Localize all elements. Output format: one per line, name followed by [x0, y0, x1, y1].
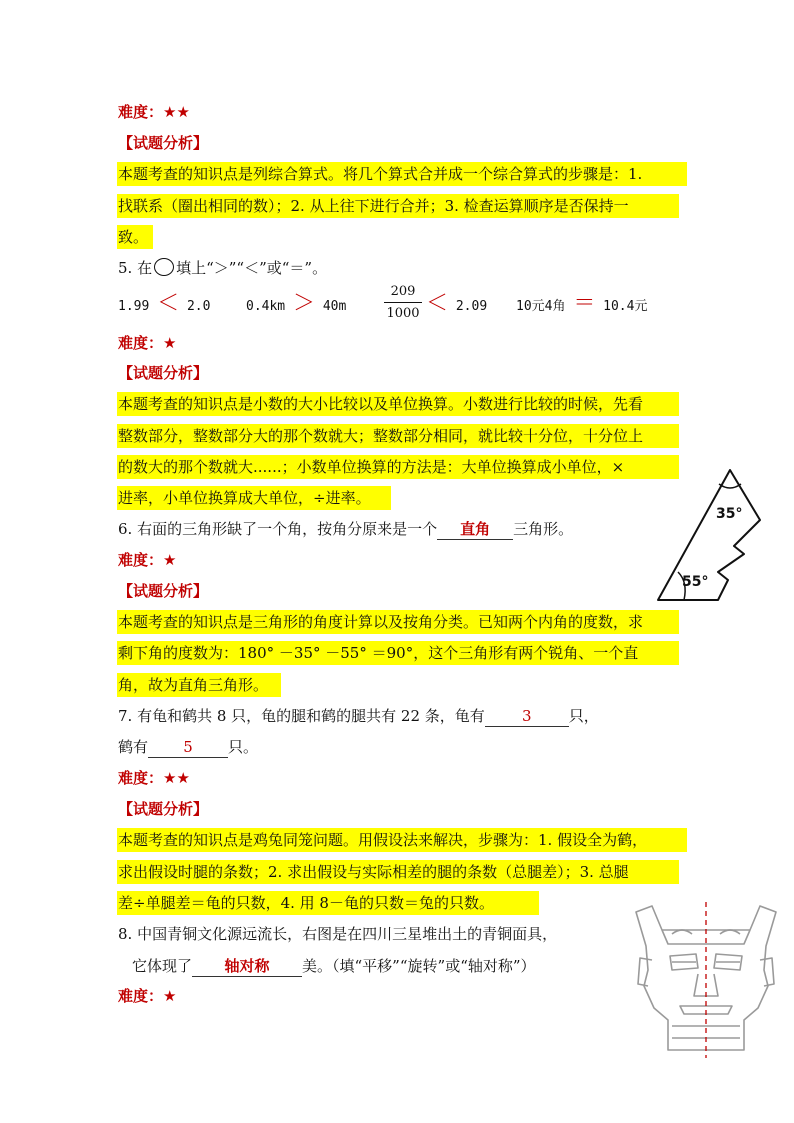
fraction-bar — [384, 302, 422, 303]
star-rating: ★ — [163, 334, 177, 352]
q5-item-4 — [516, 291, 648, 317]
fraction-numerator: 209 — [390, 284, 416, 299]
star-rating: ★★ — [163, 103, 190, 121]
star-rating: ★ — [163, 551, 177, 569]
q8-line-1: 8. 中国青铜文化源远流长，右图是在四川三星堆出土的青铜面具， — [118, 925, 558, 943]
q8-prefix: 它体现了 — [132, 957, 193, 975]
difficulty-label: 难度： — [118, 987, 164, 1005]
q6-stem-prefix: 6. 右面的三角形缺了一个角，按角分原来是一个 — [118, 520, 438, 538]
q7-suffix: 只， — [568, 707, 599, 725]
difficulty-label: 难度： — [118, 334, 164, 352]
q6-analysis-line: 本题考查的知识点是三角形的角度计算以及按角分类。已知两个内角的度数，求 — [118, 613, 644, 631]
q5-item-2 — [246, 291, 347, 317]
q8-line-2 — [132, 956, 536, 977]
q5-item-1 — [118, 291, 211, 317]
bronze-mask-figure — [632, 900, 780, 1060]
circle-icon — [154, 258, 174, 276]
angle-label-bottom: 55° — [682, 574, 709, 590]
difficulty-label: 难度： — [118, 769, 164, 787]
star-rating: ★★ — [163, 769, 190, 787]
q7-difficulty — [118, 768, 190, 788]
q5-stem-prefix: 5. 在 — [118, 259, 153, 277]
q5-stem-suffix: 填上“＞”“＜”或“＝”。 — [176, 259, 328, 277]
q5-analysis-line: 的数大的那个数就大......；小数单位换算的方法是：大单位换算成小单位，× — [118, 458, 625, 476]
answer-blank: 5 — [148, 737, 228, 758]
q8-suffix: 美。（填“平移”“旋转”或“轴对称”） — [302, 957, 536, 975]
difficulty-label: 难度： — [118, 551, 164, 569]
broken-triangle-figure — [648, 462, 764, 604]
compare-left: 1.99 — [118, 299, 150, 314]
q6-analysis-line: 角，故为直角三角形。 — [118, 676, 269, 694]
q4-analysis-heading: 【试题分析】 — [118, 134, 209, 152]
q5-item-3 — [426, 291, 488, 317]
answer-blank: 轴对称 — [192, 956, 302, 977]
q5-analysis-line: 本题考查的知识点是小数的大小比较以及单位换算。小数进行比较的时候，先看 — [118, 395, 644, 413]
compare-left: 10元4角 — [516, 299, 566, 314]
compare-left: 0.4km — [246, 299, 286, 314]
q4-analysis-line: 找联系（圈出相同的数）；2. 从上往下进行合并；3. 检查运算顺序是否保持一 — [118, 197, 629, 215]
q4-difficulty — [118, 102, 190, 122]
compare-right: 2.0 — [186, 299, 211, 314]
difficulty-label: 难度： — [118, 103, 164, 121]
q6-difficulty — [118, 550, 176, 570]
q4-analysis-line: 致。 — [118, 228, 149, 246]
compare-operator: ＜ — [157, 291, 180, 316]
q6-stem — [118, 519, 573, 540]
answer-blank: 直角 — [437, 519, 513, 540]
compare-right: 2.09 — [455, 299, 488, 314]
q6-analysis-heading: 【试题分析】 — [118, 582, 209, 600]
compare-operator: ＜ — [426, 291, 449, 316]
q7-analysis-line: 本题考查的知识点是鸡兔同笼问题。用假设法来解决，步骤为：1. 假设全为鹤， — [118, 831, 648, 849]
fraction-denominator: 1000 — [386, 306, 420, 321]
compare-right: 10.4元 — [603, 299, 648, 314]
q7-suffix: 只。 — [228, 738, 259, 756]
q7-analysis-heading: 【试题分析】 — [118, 800, 209, 818]
q5-stem — [118, 258, 327, 278]
q6-analysis-line: 剩下角的度数为：180° －35° －55° ＝90°，这个三角形有两个锐角、一个直 — [118, 644, 639, 662]
q7-line-1 — [118, 706, 599, 727]
q6-stem-suffix: 三角形。 — [513, 520, 574, 538]
compare-right: 40m — [322, 299, 347, 314]
fraction — [384, 284, 422, 321]
q7-prefix: 鹤有 — [118, 738, 149, 756]
answer-blank: 3 — [485, 706, 569, 727]
q4-analysis-line: 本题考查的知识点是列综合算式。将几个算式合并成一个综合算式的步骤是：1. — [118, 165, 643, 183]
q7-analysis-line: 求出假设时腿的条数；2. 求出假设与实际相差的腿的条数（总腿差）；3. 总腿 — [118, 863, 629, 881]
star-rating: ★ — [163, 987, 177, 1005]
angle-label-top: 35° — [716, 506, 743, 522]
q5-analysis-line: 整数部分，整数部分大的那个数就大；整数部分相同，就比较十分位，十分位上 — [118, 427, 644, 445]
compare-operator: ＞ — [292, 291, 315, 316]
q7-analysis-line: 差÷单腿差＝龟的只数，4. 用 8－龟的只数＝兔的只数。 — [118, 894, 494, 912]
q5-difficulty — [118, 333, 176, 353]
q5-analysis-heading: 【试题分析】 — [118, 364, 209, 382]
triangle-outline — [658, 470, 760, 600]
q5-analysis-line: 进率，小单位换算成大单位，÷进率。 — [118, 489, 371, 507]
q7-line-2 — [118, 737, 258, 758]
compare-operator: ＝ — [573, 291, 596, 316]
q7-prefix: 7. 有龟和鹤共 8 只，龟的腿和鹤的腿共有 22 条，龟有 — [118, 707, 485, 725]
q8-difficulty — [118, 986, 176, 1006]
